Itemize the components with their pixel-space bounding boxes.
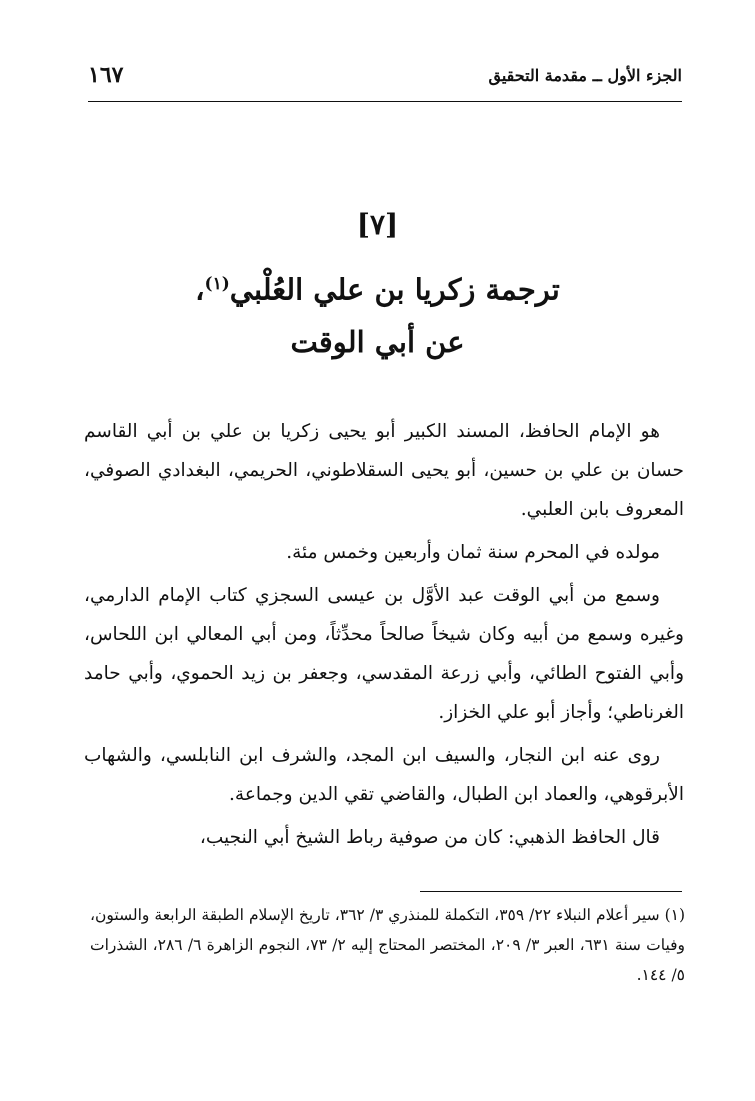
footnote-reference: (١) <box>204 274 230 294</box>
footnote <box>90 900 685 990</box>
running-header <box>88 64 682 100</box>
header-divider <box>88 101 682 102</box>
chapter-title-suffix: ، <box>195 272 205 307</box>
header-title: الجزء الأول ــ مقدمة التحقيق <box>488 66 682 85</box>
paragraph: قال الحافظ الذهبي: كان من صوفية رباط الشيخ أبي النجيب، <box>199 827 660 848</box>
paragraph: مولده في المحرم سنة ثمان وأربعين وخمس مئة. <box>286 542 660 563</box>
paragraph: وسمع من أبي الوقت عبد الأوَّل بن عيسى السجزي كتاب الإمام الدارمي، وغيره وسمع من أبيه وكان شيخاً صالحاً محدِّثاً، ومن أبي المعالي ابن اللحاس، وأبي الفتوح الطائي، وأبي زرعة المقدسي، وجعفر بن زيد الحموي، وأبي حامد الغرناطي؛ وأجاز أبو علي الخزاز. <box>84 585 684 723</box>
footnote-text: (١) سير أعلام النبلاء ٢٢/ ٣٥٩، التكملة للمنذري ٣/ ٣٦٢، تاريخ الإسلام الطبقة الرابعة والستون، وفيات سنة ٦٣١، العبر ٣/ ٢٠٩، المختصر المحتاج إليه ٢/ ٧٣، النجوم الزاهرة ٦/ ٢٨٦، الشذرات ٥/ ١٤٤. <box>90 906 686 984</box>
chapter-subtitle: عن أبي الوقت <box>290 324 465 359</box>
chapter-title-text: ترجمة زكريا بن علي العُلْبي <box>229 272 560 307</box>
chapter-title <box>60 258 695 316</box>
footnote-divider <box>420 891 682 892</box>
body-text <box>84 412 684 861</box>
chapter-number: [٧] <box>356 208 399 241</box>
page-number: ١٦٧ <box>88 62 124 88</box>
chapter-title-block <box>60 258 695 368</box>
paragraph: روى عنه ابن النجار، والسيف ابن المجد، والشرف ابن النابلسي، والشهاب الأبرقوهي، والعماد ابن الطبال، والقاضي تقي الدين وجماعة. <box>84 745 684 805</box>
paragraph: هو الإمام الحافظ، المسند الكبير أبو يحيى زكريا بن علي بن أبي القاسم حسان بن علي بن حسين، أبو يحيى السقلاطوني، الحريمي، البغدادي الصوفي، المعروف بابن العلبي. <box>84 421 684 520</box>
